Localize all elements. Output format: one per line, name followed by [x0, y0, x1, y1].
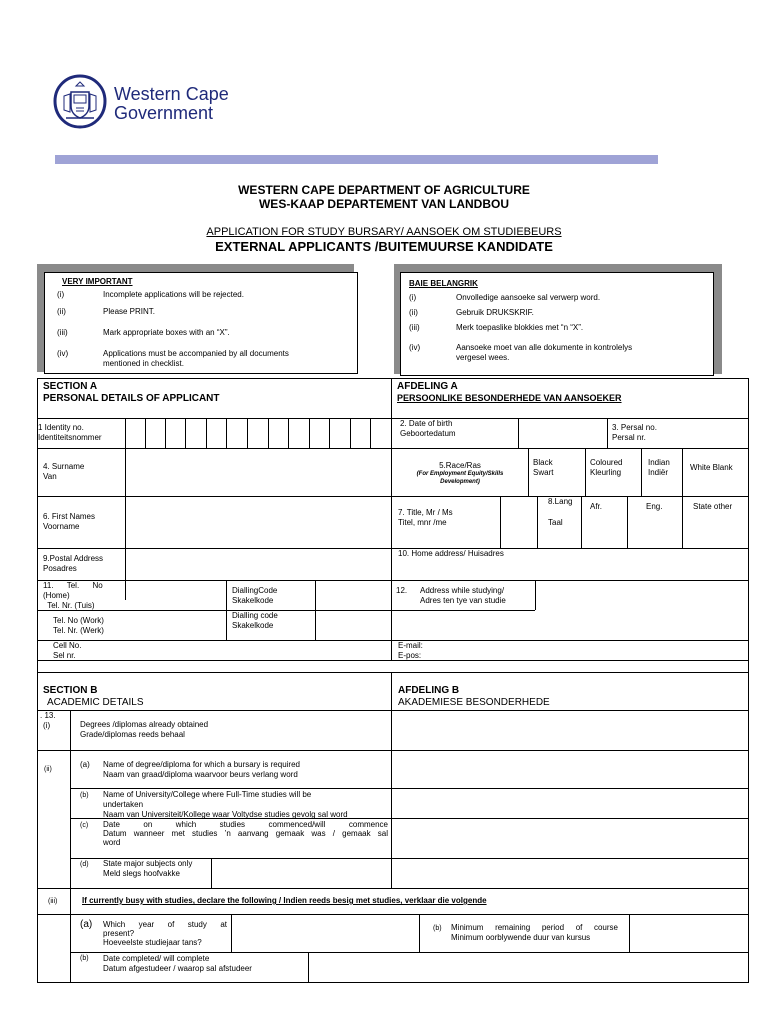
dob-field[interactable] — [519, 419, 606, 447]
race-black-option[interactable]: Black Swart — [533, 458, 554, 477]
important-text-en-2: Please PRINT. — [103, 307, 156, 316]
degree-bursary-label: Name of degree/diploma for which a bursary is required Naam van graad/diploma waarvoor beurs verlang word — [103, 760, 300, 779]
race-label: 5.Race/Ras — [439, 461, 481, 470]
date-completed-label: Date completed/ will complete Datum afgestudeer / waarop sal afstudeer — [103, 954, 252, 973]
lang-label: 8.Lang — [548, 497, 573, 506]
important-num-af-3: (iii) — [409, 323, 420, 332]
important-box-en — [44, 272, 358, 374]
tel-home-label-3: Tel. Nr. (Tuis) — [43, 601, 95, 610]
first-names-field[interactable] — [126, 497, 391, 547]
home-address-label: 10. Home address/ Huisadres — [398, 549, 504, 558]
important-text-af-2: Gebruik DRUKSKRIF. — [456, 308, 534, 317]
race-white-option[interactable]: White Blank — [690, 463, 733, 472]
university-label: Name of University/College where Full-Time studies will be undertaken Naam van Universiteit/Kollege waar Voltydse studies gevolg sal word — [103, 790, 348, 819]
lang-other-option[interactable]: State other — [693, 502, 733, 511]
study-year-field[interactable] — [232, 915, 418, 951]
logo — [52, 74, 252, 130]
home-address-field[interactable] — [392, 560, 748, 580]
cell-field[interactable] — [126, 641, 391, 659]
dob-label: 2. Date of birth Geboortedatum — [400, 419, 456, 438]
ii-label: (ii) — [44, 766, 52, 773]
iii-label: (iii) — [48, 898, 58, 905]
important-text-en-3: Mark appropriate boxes with an “X”. — [103, 328, 230, 337]
studies-date-line-1: Date on which studies commenced/will commence — [103, 820, 388, 829]
major-subjects-field[interactable] — [212, 859, 748, 887]
degrees-label: Degrees /diplomas already obtained Grade/diplomas reeds behaal — [80, 720, 209, 739]
study-year-line-1: Which year of study at — [103, 920, 227, 929]
major-subjects-label: State major subjects only Meld slegs hoofvakke — [103, 859, 193, 878]
section-b-subtitle: ACADEMIC DETAILS — [47, 697, 144, 708]
logo-line-2: Government — [114, 103, 214, 123]
email-label: E-mail: E-pos: — [398, 641, 423, 660]
iii-b2-label: (b) — [80, 955, 89, 962]
applicants-title: EXTERNAL APPLICANTS /BUITEMUURSE KANDIDATE — [215, 239, 553, 254]
d-label: (d) — [80, 861, 89, 868]
dept-title-en: WESTERN CAPE DEPARTMENT OF AGRICULTURE — [238, 183, 530, 197]
important-num-en-1: (i) — [57, 290, 65, 299]
address-studying-field[interactable] — [536, 581, 748, 639]
date-completed-field[interactable] — [309, 953, 748, 981]
studies-date-line-2: Datum wanneer met studies ’n aanvang gemaak was / gemaak sal — [103, 829, 388, 838]
study-year-line-3: Hoeveelste studiejaar tans? — [103, 938, 202, 947]
accent-bar — [55, 155, 658, 164]
title-label: 7. Title, Mr / Ms Titel, mnr /me — [398, 508, 453, 527]
race-indian-option[interactable]: Indian Indiër — [648, 458, 670, 477]
lang-afr-option[interactable]: Afr. — [590, 502, 603, 511]
university-field[interactable] — [392, 789, 748, 817]
tel-home-field[interactable] — [126, 581, 225, 609]
iii-b-label: (b) — [433, 925, 442, 932]
dialling-code-work-label: Dialling code Skakelkode — [232, 611, 278, 630]
identity-label: 1 Identity no. Identiteitsnommer — [38, 423, 102, 442]
address-studying-num: 12. — [396, 586, 408, 595]
cell-label: Cell No. Sel nr. — [53, 641, 82, 660]
afdeling-b-title: AFDELING B — [398, 685, 460, 696]
tel-work-label: Tel. No (Work) Tel. Nr. (Werk) — [53, 616, 104, 635]
q13-i-label: (i) — [43, 721, 51, 730]
title-field[interactable] — [501, 497, 536, 547]
dept-title-af: WES-KAAP DEPARTEMENT VAN LANDBOU — [258, 197, 509, 211]
race-coloured-option[interactable]: Coloured Kleurling — [590, 458, 623, 477]
b-label: (b) — [80, 792, 89, 799]
important-num-af-4: (iv) — [409, 343, 421, 352]
studies-date-field[interactable] — [392, 819, 748, 857]
busy-studies-label: If currently busy with studies, declare the following / Indien reeds besig met studies, verklaar die volgende — [82, 896, 487, 905]
min-period-line-2: Minimum oorblywende duur van kursus — [451, 933, 591, 942]
taal-label: Taal — [548, 518, 563, 527]
surname-label: 4. Surname Van — [43, 462, 85, 481]
important-title-af: BAIE BELANGRIK — [409, 279, 478, 288]
important-text-en-4: Applications must be accompanied by all documents mentioned in checklist. — [103, 349, 289, 368]
section-b-title: SECTION B — [43, 685, 98, 696]
lang-eng-option[interactable]: Eng. — [646, 502, 663, 511]
min-period-line-1: Minimum remaining period of course — [451, 923, 618, 932]
important-text-af-4: Aansoeke moet van alle dokumente in kontrolelys vergesel wees. — [456, 343, 633, 362]
important-text-af-3: Merk toepaslike blokkies met “n “X”. — [456, 323, 584, 332]
important-text-en-1: Incomplete applications will be rejected. — [103, 290, 244, 299]
identity-digit-boxes[interactable] — [125, 419, 391, 447]
degree-bursary-field[interactable] — [392, 751, 748, 787]
a-label: (a) — [80, 760, 90, 769]
logo-line-1: Western Cape — [114, 84, 229, 104]
tel-home-label-1: 11. Tel. No — [43, 581, 103, 590]
afdeling-b-subtitle: AKADEMIESE BESONDERHEDE — [398, 697, 550, 708]
studies-date-line-3: word — [103, 838, 121, 847]
section-a-subtitle: PERSONAL DETAILS OF APPLICANT — [43, 393, 220, 404]
dialling-code-work-field[interactable] — [316, 611, 390, 639]
important-num-af-2: (ii) — [409, 308, 418, 317]
section-a-title: SECTION A — [43, 381, 98, 392]
q13-label: . 13. — [40, 711, 56, 720]
study-year-line-2: present? — [103, 929, 135, 938]
degrees-field[interactable] — [392, 711, 748, 749]
c-label: (c) — [80, 822, 89, 829]
afdeling-a-title: AFDELING A — [397, 381, 458, 392]
important-text-af-1: Onvolledige aansoeke sal verwerp word. — [456, 293, 601, 302]
important-num-af-1: (i) — [409, 293, 417, 302]
important-num-en-3: (iii) — [57, 328, 68, 337]
tel-work-field[interactable] — [126, 611, 225, 639]
afdeling-a-subtitle: PERSOONLIKE BESONDERHEDE VAN AANSOEKER — [397, 393, 622, 403]
important-num-en-4: (iv) — [57, 349, 69, 358]
important-box-af — [400, 272, 714, 376]
first-names-label: 6. First Names Voorname — [43, 512, 96, 531]
race-note: (For Employment Equity/Skills Development) — [416, 471, 504, 485]
postal-label: 9.Postal Address Posadres — [43, 554, 104, 573]
email-field[interactable] — [440, 641, 748, 659]
important-title-en: VERY IMPORTANT — [62, 277, 133, 286]
min-period-field[interactable] — [630, 915, 748, 951]
surname-field[interactable] — [126, 449, 391, 495]
persal-label: 3. Persal no. Persal nr. — [612, 423, 657, 442]
coat-of-arms-icon — [52, 74, 108, 130]
tel-home-label-2: (Home) — [43, 591, 70, 600]
dialling-code-field[interactable] — [316, 581, 390, 609]
postal-field[interactable] — [126, 549, 391, 580]
application-title: APPLICATION FOR STUDY BURSARY/ AANSOEK OM STUDIEBEURS — [206, 226, 562, 238]
address-studying-label: Address while studying/ Adres ten tye van studie — [420, 586, 506, 605]
iii-a-label: (a) — [80, 919, 93, 930]
important-num-en-2: (ii) — [57, 307, 66, 316]
dialling-code-label: DiallingCode Skakelkode — [232, 586, 278, 605]
